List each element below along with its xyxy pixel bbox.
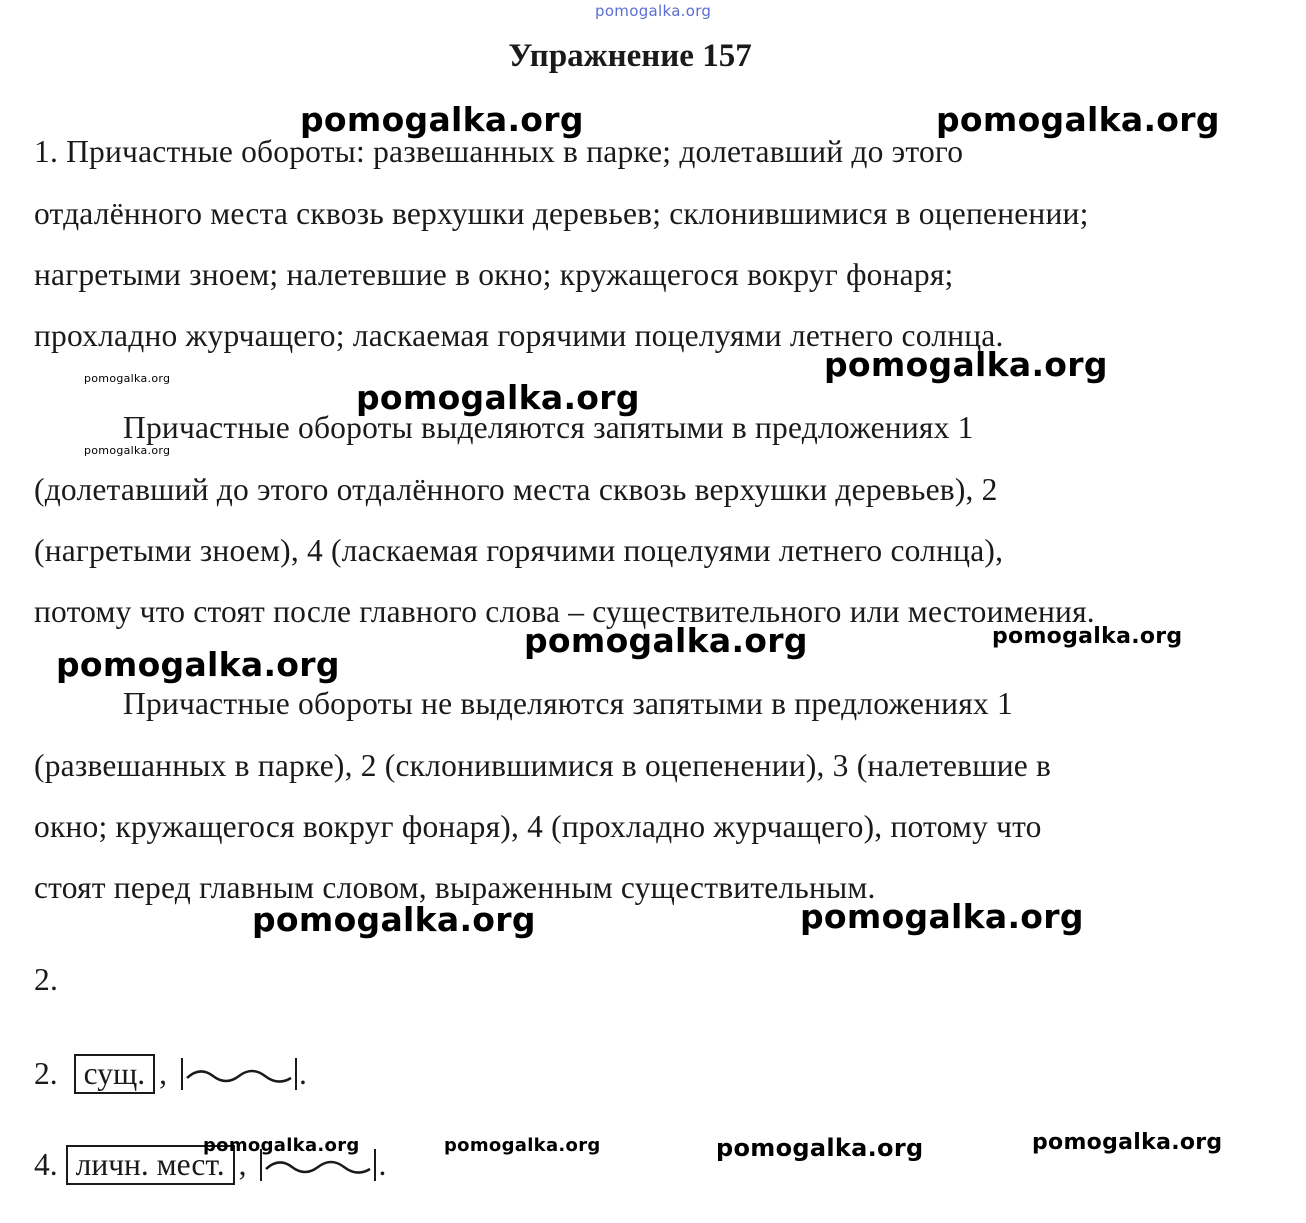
- phrase-end-bar: [295, 1058, 297, 1090]
- paragraph2-line1: Причастные обороты выделяются запятыми в предложениях 1: [123, 410, 974, 445]
- wavy-underline-icon: [264, 1155, 372, 1175]
- scheme-end: .: [298, 1056, 307, 1091]
- wavy-underline-icon: [185, 1064, 293, 1084]
- scheme-number: 4.: [34, 1147, 58, 1182]
- scheme-sentence-2: [34, 1054, 307, 1094]
- paragraph2-line2: (долетавший до этого отдалённого места сквозь верхушки деревьев), 2: [34, 472, 998, 507]
- watermark: pomogalka.org: [84, 444, 171, 457]
- paragraph1-line4: прохладно журчащего; ласкаемая горячими поцелуями летнего солнца.: [34, 318, 1004, 353]
- watermark: pomogalka.org: [444, 1135, 601, 1156]
- scheme-number: 2.: [34, 1056, 58, 1091]
- paragraph1-line1: 1. Причастные обороты: развешанных в парке; долетавший до этого: [34, 134, 964, 169]
- paragraph3-line3: окно; кружащегося вокруг фонаря), 4 (прохладно журчащего), потому что: [34, 809, 1042, 844]
- phrase-start-bar: [181, 1058, 183, 1090]
- watermark: pomogalka.org: [800, 897, 1084, 936]
- watermark: pomogalka.org: [824, 345, 1108, 384]
- watermark: pomogalka.org: [300, 100, 584, 139]
- paragraph2-line3: (нагретыми зноем), 4 (ласкаемая горячими поцелуями летнего солнца),: [34, 533, 1004, 568]
- watermark: pomogalka.org: [1032, 1130, 1223, 1155]
- phrase-end-bar: [374, 1149, 376, 1181]
- watermark: pomogalka.org: [936, 100, 1220, 139]
- paragraph1-line2: отдалённого места сквозь верхушки деревьев; склонившимися в оцепенении;: [34, 196, 1089, 231]
- watermark: pomogalka.org: [992, 624, 1183, 649]
- scheme-comma: ,: [159, 1056, 167, 1091]
- watermark: pomogalka.org: [252, 900, 536, 939]
- paragraph2-line4: потому что стоят после главного слова – существительного или местоимения.: [34, 594, 1095, 629]
- scheme-end: .: [378, 1147, 387, 1182]
- watermark: pomogalka.org: [524, 621, 808, 660]
- exercise-title: Упражнение 157: [508, 38, 752, 74]
- paragraph3-line2: (развешанных в парке), 2 (склонившимися в оцепенении), 3 (налетевшие в: [34, 748, 1052, 783]
- scheme-comma: ,: [238, 1147, 247, 1182]
- main-word-box: сущ.: [74, 1054, 155, 1094]
- watermark: pomogalka.org: [56, 645, 340, 684]
- watermark: pomogalka.org: [716, 1134, 924, 1162]
- paragraph1-line3: нагретыми зноем; налетевшие в окно; кружащегося вокруг фонаря;: [34, 257, 954, 292]
- watermark: pomogalka.org: [84, 372, 171, 385]
- main-word-box: личн. мест.: [66, 1145, 235, 1185]
- paragraph3-line4: стоят перед главным словом, выраженным существительным.: [34, 870, 876, 905]
- item2-number: 2.: [34, 962, 59, 997]
- watermark: pomogalka.org: [356, 378, 640, 417]
- watermark: pomogalka.org: [203, 1135, 360, 1156]
- paragraph3-line1: Причастные обороты не выделяются запятыми в предложениях 1: [123, 686, 1013, 721]
- watermark-top: pomogalka.org: [595, 2, 712, 20]
